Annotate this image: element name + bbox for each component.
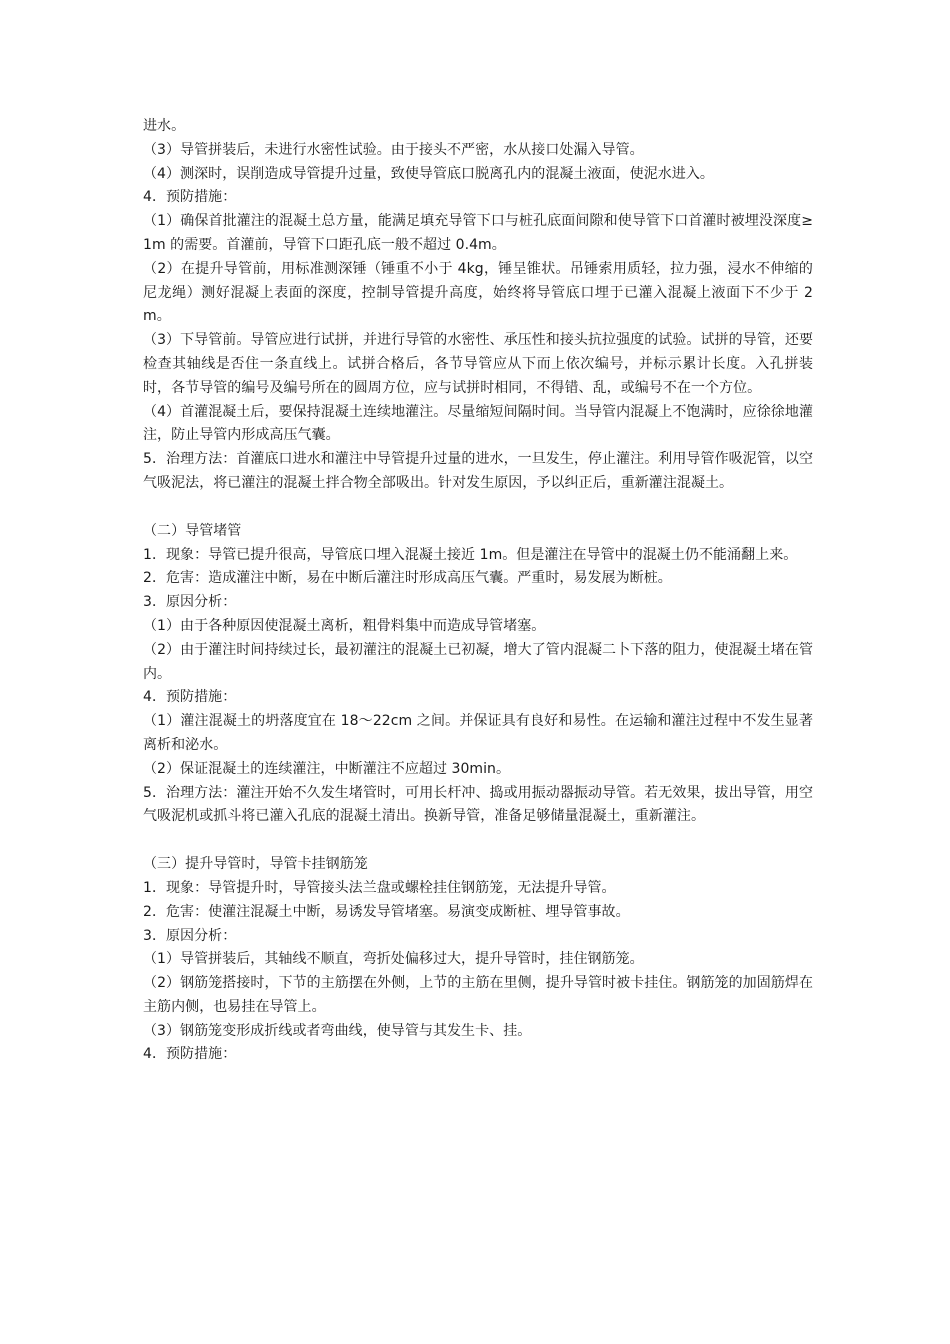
section-label: 3．原因分析：	[143, 927, 237, 944]
paragraph: （1）导管拼装后，其轴线不顺直，弯折处偏移过大，提升导管时，挂住钢筋笼。	[143, 951, 644, 968]
paragraph: （1）灌注混凝土的坍落度宜在 18～22cm 之间。并保证具有良好和易性。在运输和灌注过程中不发生显著离析和泌水。	[143, 713, 813, 753]
section-heading: （三）提升导管时，导管卡挂钢筋笼	[143, 856, 368, 873]
paragraph: 1．现象：导管提升时，导管接头法兰盘或螺栓挂住钢筋笼，无法提升导管。	[143, 879, 616, 896]
blank-line	[143, 829, 813, 853]
paragraph: （3）钢筋笼变形成折线或者弯曲线，使导管与其发生卡、挂。	[143, 1022, 532, 1039]
paragraph: 5．治理方法：灌注开始不久发生堵管时，可用长杆冲、捣或用振动器振动导管。若无效果，拔出导管，用空气吸泥机或抓斗将已灌入孔底的混凝土清出。换新导管，准备足够储量混凝土，重新灌注。	[143, 784, 813, 825]
section-label: 4．预防措施：	[143, 189, 237, 206]
section-label: 3．原因分析：	[143, 594, 237, 611]
paragraph: （2）由于灌注时间持续过长，最初灌注的混凝土已初凝，增大了管内混凝二卜下落的阻力，使混凝土堵在管内。	[143, 641, 813, 682]
paragraph: 1．现象：导管已提升很高，导管底口埋入混凝土接近 1m。但是灌注在导管中的混凝土仍不能涌翻上来。	[143, 546, 798, 563]
paragraph: （3）下导管前。导管应进行试拼，并进行导管的水密性、承压性和接头抗拉强度的试验。试拼的导管，还要检查其轴线是否住一条直线上。试拼合格后，各节导管应从下而上依次编号，并标示累计长度。入孔拼装时，各节导管的编号及编号所在的圆周方位，应与试拼时相同，不得错、乱，或编号不在一个方位。	[143, 332, 813, 396]
blank-line	[143, 496, 813, 520]
paragraph: 2．危害：造成灌注中断，易在中断后灌注时形成高压气囊。严重时，易发展为断桩。	[143, 570, 672, 587]
paragraph: （3）导管拼装后，未进行水密性试验。由于接头不严密，水从接口处漏入导管。	[143, 141, 644, 158]
paragraph: 2．危害：使灌注混凝土中断，易诱发导管堵塞。易演变成断桩、埋导管事故。	[143, 903, 630, 920]
paragraph: 5．治理方法：首灌底口进水和灌注中导管提升过量的进水，一旦发生，停止灌注。利用导管作吸泥管，以空气吸泥法，将已灌注的混凝土拌合物全部吸出。针对发生原因，予以纠正后，重新灌注混凝土。	[143, 451, 813, 491]
paragraph: （2）保证混凝土的连续灌注，中断灌注不应超过 30min。	[143, 760, 511, 777]
paragraph: （4）首灌混凝土后，要保持混凝土连续地灌注。尽量缩短间隔时间。当导管内混凝上不饱满时，应徐徐地灌注，防止导管内形成高压气囊。	[143, 403, 813, 444]
section-label: 4．预防措施：	[143, 1046, 237, 1063]
paragraph: （1）由于各种原因使混凝土离析，粗骨料集中而造成导管堵塞。	[143, 617, 546, 634]
paragraph: （2）在提升导管前，用标准测深锤（锤重不小于 4kg，锤呈锥状。吊锤索用质轻，拉力强，浸水不伸缩的尼龙绳）测好混凝上表面的深度，控制导管提升高度，始终将导管底口埋于已灌入混凝上液面下不少于 2m。	[143, 260, 813, 325]
section-heading: （二）导管堵管	[143, 522, 242, 539]
document-body	[143, 115, 813, 1067]
section-label: 4．预防措施：	[143, 689, 237, 706]
paragraph: （2）钢筋笼搭接时，下节的主筋摆在外侧，上节的主筋在里侧，提升导管时被卡挂住。钢筋笼的加固筋焊在主筋内侧，也易挂在导管上。	[143, 975, 813, 1015]
paragraph: 进水。	[143, 118, 186, 134]
paragraph: （1）确保首批灌注的混凝土总方量，能满足填充导管下口与桩孔底面间隙和使导管下口首灌时被埋没深度≥1m 的需要。首灌前，导管下口距孔底一般不超过 0.4m。	[143, 213, 813, 253]
paragraph: （4）测深时，误削造成导管提升过量，致使导管底口脱离孔内的混凝土液面，使泥水进入。	[143, 165, 714, 182]
